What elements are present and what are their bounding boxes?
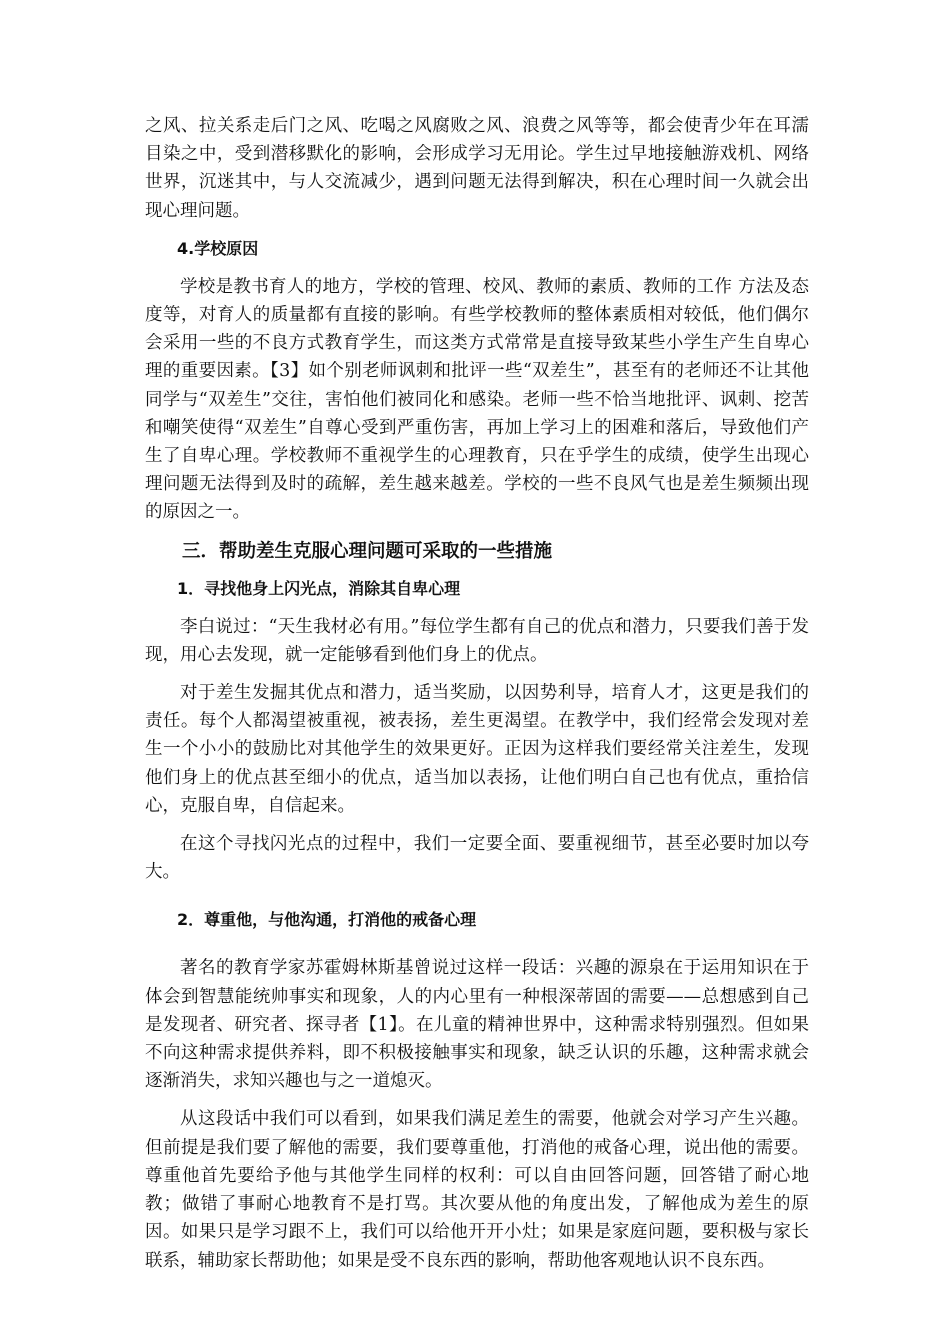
heading-respect-communicate: 2．尊重他，与他沟通，打消他的戒备心理 xyxy=(177,910,477,930)
heading-section-three: 三．帮助差生克服心理问题可采取的一些措施 xyxy=(182,540,553,562)
paragraph-find-highlights-process: 在这个寻找闪光点的过程中，我们一定要全面、要重视细节，甚至必要时加以夸大。 xyxy=(145,834,809,883)
paragraph-meet-needs: 从这段话中我们可以看到，如果我们满足差生的需要，他就会对学习产生兴趣。但前提是我们要了解他的需要，我们要尊重他，打消他的戒备心理，说出他的需要。尊重他首先要给予他与其他学生同样的权利：可以自由回答问题，回答错了耐心地教；做错了事耐心地教育不是打骂。其次要从他的角度出发，了解他成为差生的原因。如果只是学习跟不上，我们可以给他开开小灶；如果是家庭问题，要积极与家长联系，辅助家长帮助他；如果是受不良东西的影响，帮助他客观地认识不良东西。 xyxy=(145,1109,809,1271)
paragraph-social-influence: 之风、拉关系走后门之风、吃喝之风腐败之风、浪费之风等等，都会使青少年在耳濡目染之中，受到潜移默化的影响，会形成学习无用论。学生过早地接触游戏机、网络世界，沉迷其中，与人交流减少，遇到问题无法得到解决，积在心理时间一久就会出现心理问题。 xyxy=(145,116,809,221)
paragraph-school-reasons: 学校是教书育人的地方，学校的管理、校风、教师的素质、教师的工作 方法及态度等，对育人的质量都有直接的影响。有些学校教师的整体素质相对较低，他们偶尔会采用一些的不良方式教育学生，而这类方式常常是直接导致某些小学生产生自卑心理的重要因素。【3】如个别老师讽刺和批评一些“双差生”，甚至有的老师还不让其他同学与“双差生”交往，害怕他们被同化和感染。老师一些不恰当地批评、讽刺、挖苦和嘲笑使得“双差生”自尊心受到严重伤害，再加上学习上的困难和落后，导致他们产生了自卑心理。学校教师不重视学生的心理教育，只在乎学生的成绩，使学生出现心理问题无法得到及时的疏解，差生越来越差。学校的一些不良风气也是差生频频出现的原因之一。 xyxy=(145,276,809,523)
heading-school-reasons: 4.学校原因 xyxy=(177,238,259,258)
paragraph-sukhomlinsky-quote: 著名的教育学家苏霍姆林斯基曾说过这样一段话：兴趣的源泉在于运用知识在于体会到智慧能统帅事实和现象，人的内心里有一种根深蒂固的需要——总想感到自己是发现者、研究者、探寻者【1】。在儿童的精神世界中，这种需求特别强烈。但如果不向这种需求提供养料，即不积极接触事实和现象，缺乏认识的乐趣，这种需求就会逐渐消失，求知兴趣也与之一道熄灭。 xyxy=(145,958,809,1092)
document-page xyxy=(145,112,809,1285)
paragraph-li-bai-quote: 李白说过：“天生我材必有用。”每位学生都有自己的优点和潜力，只要我们善于发现，用心去发现，就一定能够看到他们身上的优点。 xyxy=(145,616,809,665)
paragraph-encourage-students: 对于差生发掘其优点和潜力，适当奖励，以因势利导，培育人才，这更是我们的责任。每个人都渴望被重视，被表扬，差生更渴望。在教学中，我们经常会发现对差生一个小小的鼓励比对其他学生的效果更好。正因为这样我们要经常关注差生，发现他们身上的优点甚至细小的优点，适当加以表扬，让他们明白自己也有优点，重拾信心，克服自卑，自信起来。 xyxy=(145,683,809,816)
heading-find-highlights: 1．寻找他身上闪光点，消除其自卑心理 xyxy=(177,578,461,598)
